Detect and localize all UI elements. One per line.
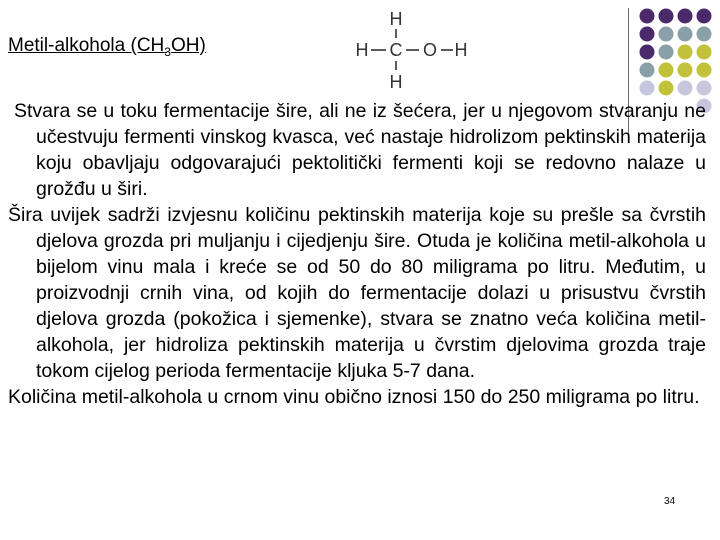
decor-dot [697,63,712,78]
decor-dot [678,27,693,42]
title-subscript: 3 [164,44,171,59]
formula-h-top: H [389,9,403,29]
decor-dot [640,63,655,78]
decor-dot [640,27,655,42]
decor-dot [659,45,674,60]
formula-h-left: H [355,40,369,60]
formula-c: C [389,40,403,60]
decor-dot [640,9,655,24]
decor-dot [640,45,655,60]
decor-dot [697,27,712,42]
formula-h-right: H [454,40,468,60]
body-text [8,98,706,410]
decor-dot [659,81,674,96]
decor-dot [678,9,693,24]
decor-dot [697,45,712,60]
formula-o: O [422,40,438,60]
methanol-structural-formula [352,6,470,94]
decor-dot [697,81,712,96]
decor-dot [659,27,674,42]
paragraph-3: Količina metil-alkohola u crnom vinu obično iznosi 150 do 250 miligrama po litru. [8,386,700,408]
page-title: Metil-alkohola $(CH_3OH)$ [8,35,206,59]
paragraph-2: Šira uvijek sadrži izvjesnu količinu pektinskih materija koje su prešle sa čvrstih djelova grozda pri muljanju i cijedjenju šire. Otuda je količina metil-alkohola u bijelom vinu mala i kreće se od 50 do 80 miligrama po litru. Međutim, u proizvodnji crnih vina, od kojih do fermentacije dolazi u prisustvu čvrstih djelova grozda (pokožica i sjemenke), stvara se znatno veća količina metil-alkohola, jer hidroliza pektinskih materija u čvrstim djelovima grozda traje tokom cijelog perioda fermentacije kljuka 5-7 dana. [8,204,706,382]
page-number: 34 [664,496,676,507]
decor-dot [659,63,674,78]
paragraph-1: Stvara se u toku fermentacije šire, ali ne iz šećera, jer u njegovom stvaranju ne učestvuju fermenti vinskog kvasca, već nastaje hidrolizom pektinskih materija koju obavljaju odgovarajući pektolitički fermenti koji se redovno nalaze u grožđu u širi. [14,100,706,200]
decor-dot [659,9,674,24]
decor-dot [678,81,693,96]
formula-h-bottom: H [389,72,403,92]
decor-dot [640,81,655,96]
decor-dot [678,63,693,78]
decor-dot [697,9,712,24]
decor-dot [678,45,693,60]
